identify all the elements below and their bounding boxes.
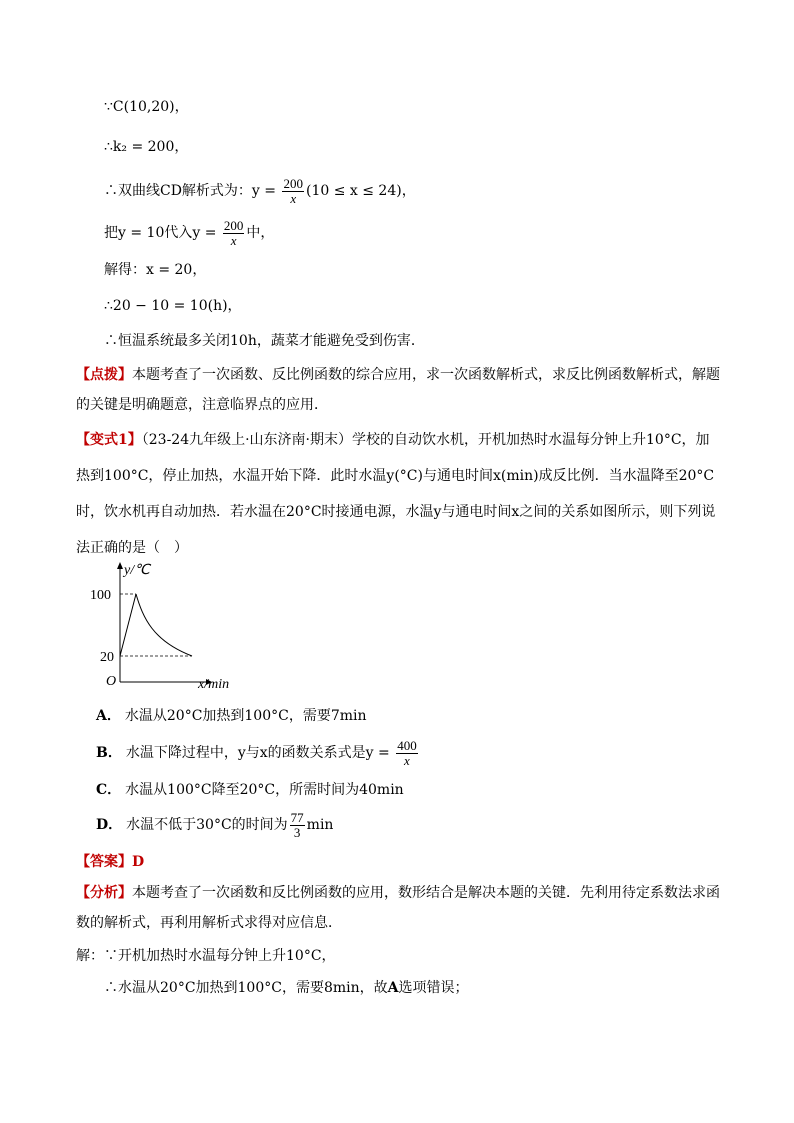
option-c-text: 水温从100°C降至20°C，所需时间为40min — [125, 782, 404, 798]
y-axis-label: y/℃ — [124, 563, 150, 578]
solution-line-2: ∴k₂ = 200， — [104, 139, 189, 155]
option-d-letter: D． — [96, 817, 123, 833]
hint-paragraph — [76, 360, 722, 420]
option-c-letter: C． — [96, 782, 122, 798]
x-axis-label: x/min — [198, 677, 230, 692]
fraction-denominator: x — [404, 752, 410, 768]
fraction-numerator: 200 — [283, 175, 303, 191]
line4-suffix: 中， — [246, 225, 275, 241]
option-d — [96, 806, 333, 844]
tick-label-100: 100 — [90, 588, 111, 603]
line4-prefix: 把y = 10代入y = — [104, 225, 221, 241]
variant-text: （23-24九年级上·山东济南·期末）学校的自动饮水机，开机加热时水温每分钟上升10°C，加热到100°C，停止加热，水温开始下降．此时水温y(°C)与通电时间x(min)成反比例．当水温降至20°C时，饮水机再自动加热．若水温在20°C时接通电源，水温y与通电时间x之间的关系如图所示，则下列说法正确的是（ ） — [76, 432, 716, 556]
fraction-numerator: 77 — [290, 809, 304, 825]
analysis-paragraph — [76, 878, 722, 938]
fraction-denominator: x — [290, 190, 297, 206]
fraction-numerator: 400 — [397, 737, 417, 753]
fraction-numerator: 200 — [223, 217, 244, 233]
option-a-text: 水温从20°C加热到100°C，需要7min — [124, 708, 367, 724]
solution-line-6: ∴20 − 10 = 10(h)， — [104, 298, 242, 314]
option-d-unit: min — [306, 817, 334, 833]
hint-tag: 【点拨】 — [76, 367, 132, 383]
solution2-line2-suffix: 选项错误； — [398, 980, 469, 996]
analysis-text: 本题考查了一次函数和反比例函数的应用，数形结合是解决本题的关键．先利用待定系数法求函数的解析式，再利用解析式求得对应信息． — [76, 885, 720, 931]
solution-line-4 — [104, 214, 274, 252]
solution2-option-letter: A — [387, 980, 399, 996]
y-axis-arrow-icon — [117, 562, 123, 569]
option-a-letter: A． — [96, 708, 121, 724]
solution2-line-1: 解：∵开机加热时水温每分钟上升10°C， — [76, 948, 336, 964]
variant-paragraph — [76, 422, 722, 566]
answer-value: D — [132, 854, 145, 870]
fraction-200-over-x-2 — [223, 219, 245, 248]
option-d-text: 水温不低于30°C的时间为 — [126, 817, 288, 833]
line3-prefix: ∴双曲线CD解析式为：y = — [104, 183, 281, 199]
option-c — [96, 780, 404, 800]
hint-text: 本题考查了一次函数、反比例函数的综合应用，求一次函数解析式，求反比例函数解析式，解题的关键是明确题意，注意临界点的应用． — [76, 367, 720, 413]
solution-line-3 — [104, 172, 416, 210]
option-b-text: 水温下降过程中，y与x的函数关系式是y = — [125, 745, 395, 761]
option-b — [96, 734, 420, 772]
heating-segment — [120, 594, 136, 656]
variant-tag: 【变式1】 — [76, 432, 142, 448]
temperature-graph — [88, 556, 248, 694]
fraction-400-over-x — [396, 739, 418, 768]
solution2-line2-prefix: ∴水温从20°C加热到100°C，需要8min，故 — [104, 980, 388, 996]
fraction-77-over-3 — [290, 811, 305, 840]
fraction-200-over-x — [282, 177, 304, 206]
fraction-denominator: x — [230, 232, 237, 248]
solution-line-7: ∴恒温系统最多关闭10h，蔬菜才能避免受到伤害． — [104, 333, 425, 349]
line3-suffix: (10 ≤ x ≤ 24)， — [305, 183, 416, 199]
solution2-line-2 — [104, 978, 469, 998]
fraction-denominator: 3 — [293, 824, 301, 840]
analysis-tag: 【分析】 — [76, 885, 132, 901]
cooling-curve — [136, 594, 192, 656]
solution-line-1: ∵C(10,20)， — [104, 99, 189, 115]
option-a — [96, 706, 367, 726]
answer-tag: 【答案】 — [76, 854, 132, 870]
tick-label-20: 20 — [100, 650, 114, 665]
solution-line-5: 解得：x = 20， — [104, 262, 207, 278]
origin-label: O — [106, 674, 117, 689]
answer-line — [76, 852, 144, 872]
option-b-letter: B． — [96, 745, 122, 761]
